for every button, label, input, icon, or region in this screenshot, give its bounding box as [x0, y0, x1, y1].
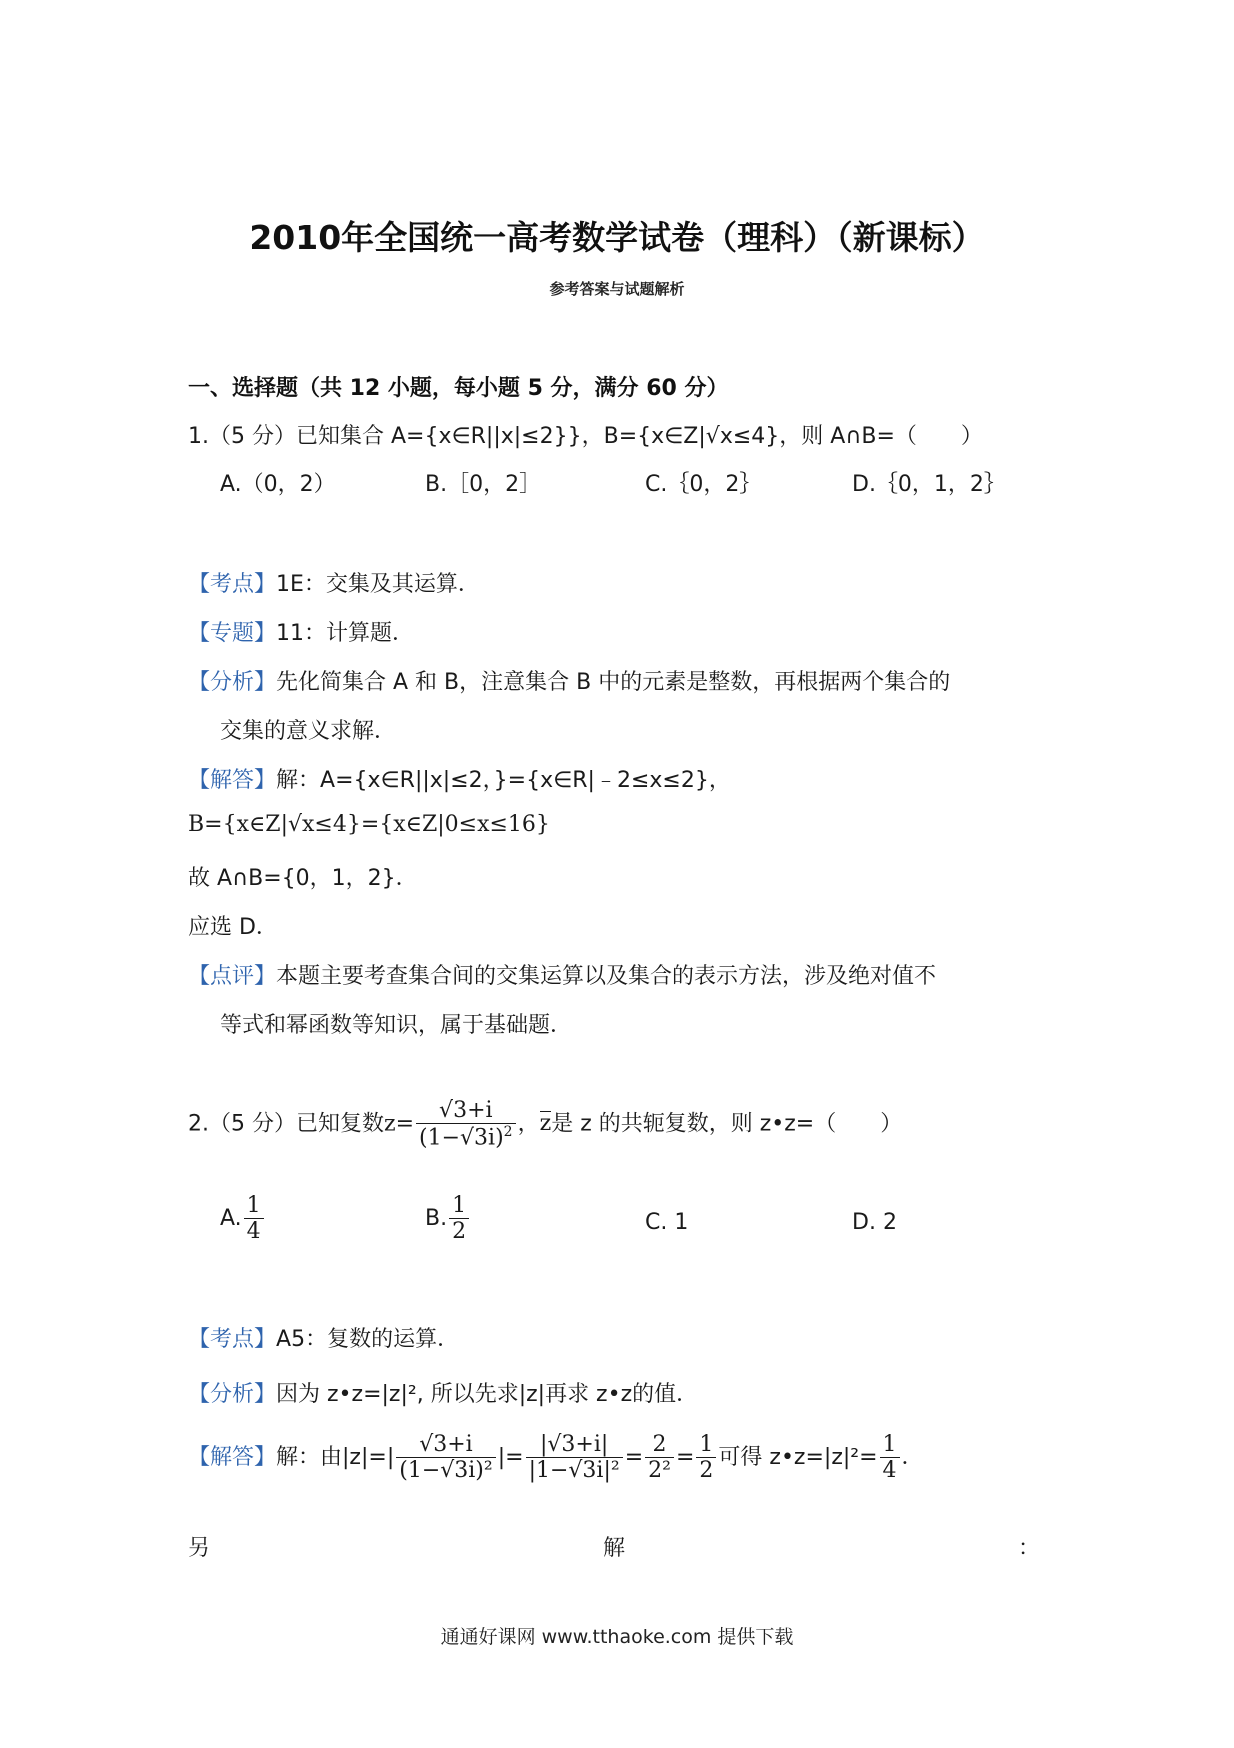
q2-jieda-suffix: 可得 z•z=|z|²= — [718, 1444, 878, 1470]
jieda-text: 解：A={x∈R||x|≤2，}={x∈R|﹣2≤x≤2}， — [276, 768, 731, 793]
q2-jieda — [188, 1432, 924, 1484]
q2-kaodian — [188, 1322, 459, 1353]
q2-jieda-frac1 — [396, 1432, 495, 1484]
q1-fenxi-cont: 交集的意义求解． — [220, 719, 397, 744]
q2-option-b — [425, 1193, 471, 1245]
q2-stem-mid: ， — [517, 1111, 540, 1137]
q2-option-b-label: B. — [425, 1205, 448, 1231]
q2-jieda-frac5-den: 4 — [882, 1458, 897, 1484]
q2-jieda-mid1: |= — [497, 1444, 524, 1470]
q2-option-a — [220, 1193, 266, 1245]
q1-fenxi — [188, 665, 950, 696]
q1-jieda-line3: 故 A∩B={0，1，2}． — [188, 866, 418, 891]
q2-alt-solution-3: ： — [1018, 1536, 1041, 1561]
q2-jieda-frac2 — [526, 1432, 623, 1484]
jieda-tag: 【解答】 — [188, 768, 277, 793]
q2-option-b-den: 2 — [452, 1219, 467, 1245]
q1-jieda — [188, 763, 731, 794]
kaodian-text: 1E：交集及其运算． — [276, 572, 480, 597]
q2-den-exp: 2 — [503, 1124, 513, 1141]
q2-option-d — [852, 1210, 897, 1235]
q2-fraction — [416, 1098, 516, 1151]
q2-frac-num: √3+i — [416, 1098, 516, 1124]
page-subtitle: 参考答案与试题解析 — [549, 280, 685, 298]
q2-stem-prefix: 2.（5 分）已知复数 — [188, 1111, 384, 1137]
q1-dianping — [188, 959, 936, 990]
q1-jieda-line4: 应选 D． — [188, 915, 278, 940]
q2-alt-solution-2: 解 — [603, 1536, 626, 1561]
q2-jieda-frac2-num: |√3+i| — [526, 1432, 623, 1458]
q1-dianping-cont: 等式和幂函数等知识，属于基础题． — [220, 1013, 573, 1038]
q2-option-c-label: C. — [645, 1210, 668, 1235]
q2-option-b-num: 1 — [449, 1193, 469, 1219]
kaodian-tag: 【考点】 — [188, 572, 277, 597]
q2-kaodian-text: A5：复数的运算． — [276, 1327, 460, 1352]
q1-kaodian — [188, 567, 480, 598]
dianping-tag: 【点评】 — [188, 964, 277, 989]
q2-option-c — [645, 1210, 688, 1235]
q2-z-eq: z= — [383, 1111, 415, 1137]
q2-jieda-mid3: = — [675, 1444, 695, 1470]
q2-frac-den: (1−√3i) — [419, 1125, 504, 1151]
q2-option-d-label: D. — [852, 1210, 876, 1235]
q2-option-a-den: 4 — [246, 1219, 261, 1245]
page-title: 2010年全国统一高考数学试卷（理科）（新课标） — [249, 218, 985, 257]
q1-stem: 1.（5 分）已知集合 A={x∈R||x|≤2}}，B={x∈Z|√x≤4}，则 A∩B=（ ） — [188, 424, 983, 449]
q1-option-b: B.［0，2］ — [425, 472, 542, 497]
zhuanti-tag: 【专题】 — [188, 621, 277, 646]
q2-option-c-value: 1 — [674, 1210, 689, 1235]
q2-option-a-num: 1 — [244, 1193, 264, 1219]
q2-jieda-frac4 — [696, 1432, 716, 1484]
fenxi-text: 先化简集合 A 和 B，注意集合 B 中的元素是整数，再根据两个集合的 — [276, 670, 951, 695]
q2-option-a-label: A. — [220, 1205, 242, 1231]
q2-jieda-tag: 【解答】 — [188, 1444, 277, 1470]
q2-alt-solution-1: 另 — [188, 1536, 211, 1561]
q2-jieda-frac3 — [645, 1432, 674, 1484]
q2-zbar: z — [539, 1111, 552, 1137]
q2-jieda-end: ． — [901, 1444, 924, 1470]
q1-option-d: D.｛0，1，2｝ — [852, 472, 1006, 497]
q2-jieda-frac5 — [880, 1432, 900, 1484]
section-heading: 一、选择题（共 12 小题，每小题 5 分，满分 60 分） — [188, 376, 729, 401]
q2-fenxi-text: 因为 z•z=|z|², 所以先求|z|再求 z•z的值． — [276, 1382, 699, 1407]
q2-fenxi-tag: 【分析】 — [188, 1382, 277, 1407]
q2-jieda-frac3-den: 2² — [648, 1458, 671, 1484]
q2-jieda-frac5-num: 1 — [880, 1432, 900, 1458]
q2-kaodian-tag: 【考点】 — [188, 1327, 277, 1352]
q2-fenxi — [188, 1377, 698, 1408]
q2-option-d-value: 2 — [882, 1210, 897, 1235]
q2-jieda-frac1-den: (1−√3i)² — [399, 1458, 493, 1484]
q1-option-a: A.（0，2） — [220, 472, 336, 497]
q2-stem — [188, 1098, 902, 1151]
q1-option-c: C.｛0，2｝ — [645, 472, 762, 497]
q2-jieda-frac4-num: 1 — [696, 1432, 716, 1458]
q2-stem-suffix: 是 z 的共轭复数，则 z•z=（ ） — [551, 1111, 903, 1137]
q1-jieda-line2: B={x∈Z|√x≤4}={x∈Z|0≤x≤16} — [188, 812, 550, 837]
fenxi-tag: 【分析】 — [188, 670, 277, 695]
dianping-text: 本题主要考查集合间的交集运算以及集合的表示方法，涉及绝对值不 — [276, 964, 937, 989]
q2-jieda-frac1-num: √3+i — [396, 1432, 495, 1458]
footer-credit: 通通好课网 www.tthaoke.com 提供下载 — [440, 1626, 794, 1648]
q2-jieda-prefix: 解：由|z|=| — [276, 1444, 395, 1470]
q2-jieda-frac2-den: |1−√3i|² — [528, 1458, 620, 1484]
q2-jieda-frac4-den: 2 — [699, 1458, 714, 1484]
q2-jieda-frac3-num: 2 — [645, 1432, 674, 1458]
q2-jieda-mid2: = — [624, 1444, 644, 1470]
zhuanti-text: 11：计算题． — [276, 621, 415, 646]
q1-zhuanti — [188, 616, 414, 647]
